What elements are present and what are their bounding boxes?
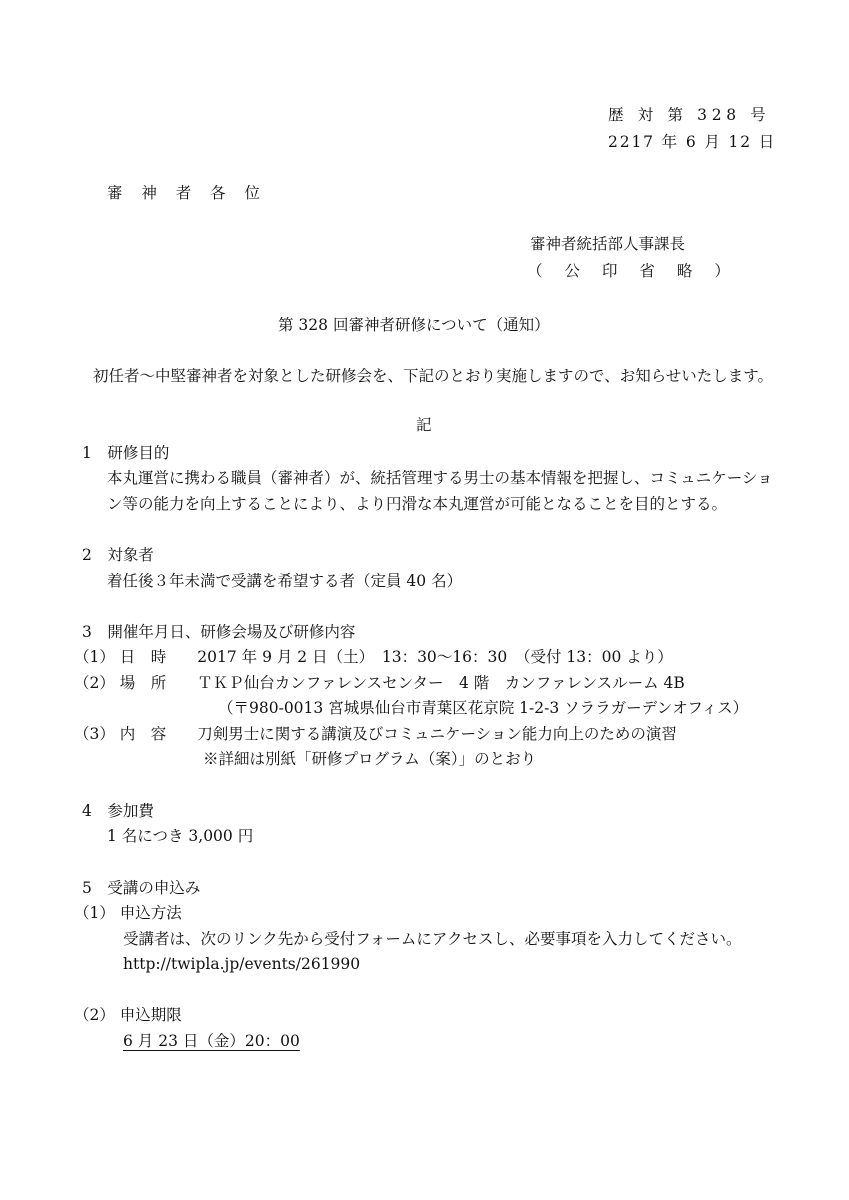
section-3-item-2: （2） 場 所 ＴＫＰ仙台カンファレンスセンター 4 階 カンファレンスルーム 4B bbox=[74, 674, 685, 692]
section-5-heading: 5 受講の申込み bbox=[82, 879, 201, 897]
section-1-line-2: ン等の能力を向上することにより、より円滑な本丸運営が可能となることを目的とする。 bbox=[107, 495, 728, 513]
addressee: 審 神 者 各 位 bbox=[107, 184, 267, 202]
section-5-sub-2-heading: （2） 申込期限 bbox=[74, 1006, 182, 1024]
section-2-body: 着任後３年未満で受講を希望する者（定員 40 名） bbox=[107, 572, 463, 590]
sender-department: 審神者統括部人事課長 bbox=[530, 235, 686, 253]
doc-number: 歴 対 第 328 号 bbox=[608, 106, 771, 124]
ki-marker: 記 bbox=[416, 416, 432, 434]
issue-date: 2217 年 6 月 12 日 bbox=[608, 133, 777, 151]
registration-url-link[interactable]: http://twipla.jp/events/261990 bbox=[123, 955, 361, 973]
application-deadline: 6 月 23 日（金）20：00 bbox=[123, 1032, 300, 1050]
intro-paragraph: 初任者～中堅審神者を対象とした研修会を、下記のとおり実施しますので、お知らせいたします。 bbox=[93, 367, 773, 385]
section-1-line-1: 本丸運営に携わる職員（審神者）が、統括管理する男士の基本情報を把握し、コミュニケーショ bbox=[107, 469, 773, 487]
section-3-item-3: （3） 内 容 刀剣男士に関する講演及びコミュニケーション能力向上のための演習 bbox=[74, 725, 677, 743]
section-2-heading: 2 対象者 bbox=[82, 546, 154, 564]
section-5-sub-1-body: 受講者は、次のリンク先から受付フォームにアクセスし、必要事項を入力してください。 bbox=[123, 930, 742, 948]
seal-omitted-note: （ 公 印 省 略 ） bbox=[527, 262, 739, 280]
section-4-body: 1 名につき 3,000 円 bbox=[107, 827, 254, 845]
section-1-heading: 1 研修目的 bbox=[82, 444, 170, 462]
document-title: 第 328 回審神者研修について（通知） bbox=[278, 316, 550, 334]
section-4-heading: 4 参加費 bbox=[82, 802, 154, 820]
section-3-item-1: （1） 日 時 2017 年 9 月 2 日（土） 13：30～16：30 （受付 13：00 より） bbox=[74, 648, 673, 666]
section-3-item-2-address: （〒980-0013 宮城県仙台市青葉区花京院 1-2-3 ソララガーデンオフィス） bbox=[218, 699, 749, 717]
section-3-item-3-note: ※詳細は別紙「研修プログラム（案）」のとおり bbox=[203, 750, 537, 768]
section-5-sub-1-heading: （1） 申込方法 bbox=[74, 904, 182, 922]
section-3-heading: 3 開催年月日、研修会場及び研修内容 bbox=[82, 623, 356, 641]
